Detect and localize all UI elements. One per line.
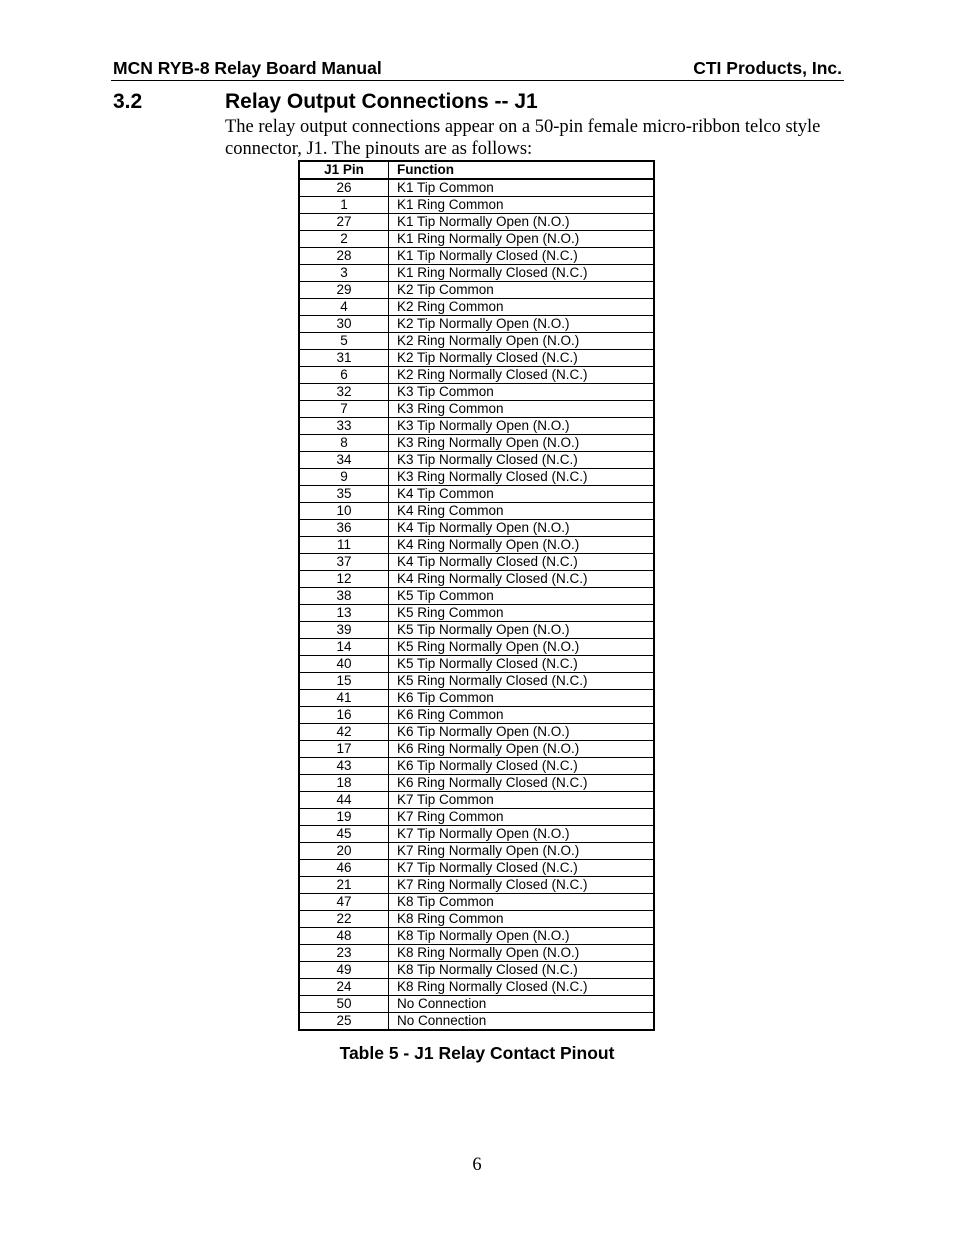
- pin-function: K5 Ring Normally Open (N.O.): [389, 639, 655, 656]
- pin-function: K2 Tip Normally Open (N.O.): [389, 316, 655, 333]
- table-row: [299, 843, 654, 860]
- pin-function: K4 Tip Common: [389, 486, 655, 503]
- pin-function: K1 Ring Normally Open (N.O.): [389, 231, 655, 248]
- pin-function: K2 Tip Common: [389, 282, 655, 299]
- pin-number: 35: [299, 486, 389, 503]
- table-row: [299, 265, 654, 282]
- pin-number: 18: [299, 775, 389, 792]
- pin-number: 12: [299, 571, 389, 588]
- pin-function: K5 Tip Normally Open (N.O.): [389, 622, 655, 639]
- pin-number: 49: [299, 962, 389, 979]
- pin-function: K3 Ring Normally Open (N.O.): [389, 435, 655, 452]
- company-name: CTI Products, Inc.: [693, 58, 842, 78]
- pin-function: K8 Ring Common: [389, 911, 655, 928]
- pin-function: No Connection: [389, 996, 655, 1013]
- pin-number: 37: [299, 554, 389, 571]
- table-row: [299, 809, 654, 826]
- pin-function: K4 Tip Normally Closed (N.C.): [389, 554, 655, 571]
- table-row: [299, 741, 654, 758]
- pin-function: K3 Ring Normally Closed (N.C.): [389, 469, 655, 486]
- pin-number: 39: [299, 622, 389, 639]
- pin-function: K1 Ring Normally Closed (N.C.): [389, 265, 655, 282]
- table-row: [299, 758, 654, 775]
- pin-function: K7 Tip Normally Closed (N.C.): [389, 860, 655, 877]
- pin-function: K5 Ring Normally Closed (N.C.): [389, 673, 655, 690]
- table-row: [299, 588, 654, 605]
- pin-function: K3 Tip Common: [389, 384, 655, 401]
- pin-number: 47: [299, 894, 389, 911]
- pin-number: 42: [299, 724, 389, 741]
- pin-number: 20: [299, 843, 389, 860]
- table-row: [299, 435, 654, 452]
- table-row: [299, 911, 654, 928]
- pin-number: 29: [299, 282, 389, 299]
- table-row: [299, 537, 654, 554]
- pin-function: K4 Ring Normally Open (N.O.): [389, 537, 655, 554]
- table-row: [299, 384, 654, 401]
- table-row: [299, 928, 654, 945]
- pin-number: 22: [299, 911, 389, 928]
- table-caption: Table 5 - J1 Relay Contact Pinout: [339, 1043, 615, 1063]
- pin-number: 31: [299, 350, 389, 367]
- section-number: 3.2: [113, 90, 143, 113]
- pin-function: K6 Ring Normally Open (N.O.): [389, 741, 655, 758]
- pin-function: K2 Ring Normally Open (N.O.): [389, 333, 655, 350]
- pin-number: 25: [299, 1013, 389, 1031]
- pin-number: 4: [299, 299, 389, 316]
- pin-function: K6 Tip Normally Closed (N.C.): [389, 758, 655, 775]
- pin-number: 32: [299, 384, 389, 401]
- pin-function: K8 Ring Normally Closed (N.C.): [389, 979, 655, 996]
- pin-number: 1: [299, 197, 389, 214]
- pin-number: 44: [299, 792, 389, 809]
- pin-number: 9: [299, 469, 389, 486]
- pin-function: K3 Tip Normally Closed (N.C.): [389, 452, 655, 469]
- header-divider: [111, 80, 844, 81]
- pin-function: K5 Ring Common: [389, 605, 655, 622]
- pin-number: 19: [299, 809, 389, 826]
- pin-function: K8 Tip Normally Open (N.O.): [389, 928, 655, 945]
- table-row: [299, 469, 654, 486]
- column-header-function: Function: [389, 161, 655, 179]
- pin-function: K7 Ring Normally Closed (N.C.): [389, 877, 655, 894]
- pin-number: 21: [299, 877, 389, 894]
- table-row: [299, 231, 654, 248]
- pin-function: K6 Ring Normally Closed (N.C.): [389, 775, 655, 792]
- table-row: [299, 894, 654, 911]
- pin-function: K3 Tip Normally Open (N.O.): [389, 418, 655, 435]
- pin-function: K1 Ring Common: [389, 197, 655, 214]
- pin-number: 16: [299, 707, 389, 724]
- pin-number: 43: [299, 758, 389, 775]
- pin-number: 3: [299, 265, 389, 282]
- table-row: [299, 520, 654, 537]
- table-row: [299, 877, 654, 894]
- pin-number: 46: [299, 860, 389, 877]
- table-row: [299, 197, 654, 214]
- table-row: [299, 860, 654, 877]
- table-row: [299, 1013, 654, 1031]
- pin-number: 50: [299, 996, 389, 1013]
- page-number: 6: [472, 1155, 482, 1175]
- pin-function: K6 Tip Normally Open (N.O.): [389, 724, 655, 741]
- pin-function: K1 Tip Normally Open (N.O.): [389, 214, 655, 231]
- pin-function: K2 Ring Common: [389, 299, 655, 316]
- table-row: [299, 775, 654, 792]
- pin-number: 23: [299, 945, 389, 962]
- pin-number: 40: [299, 656, 389, 673]
- table-row: [299, 179, 654, 197]
- pin-function: K1 Tip Common: [389, 179, 655, 197]
- pin-number: 7: [299, 401, 389, 418]
- pin-function: K7 Tip Normally Open (N.O.): [389, 826, 655, 843]
- table-row: [299, 503, 654, 520]
- table-row: [299, 452, 654, 469]
- pin-number: 13: [299, 605, 389, 622]
- pin-function: K1 Tip Normally Closed (N.C.): [389, 248, 655, 265]
- table-row: [299, 707, 654, 724]
- table-row: [299, 622, 654, 639]
- pinout-table: [298, 160, 655, 1031]
- table-row: [299, 299, 654, 316]
- pin-function: K2 Tip Normally Closed (N.C.): [389, 350, 655, 367]
- manual-title: MCN RYB-8 Relay Board Manual: [113, 58, 382, 78]
- pin-function: K8 Tip Normally Closed (N.C.): [389, 962, 655, 979]
- table-row: [299, 214, 654, 231]
- pin-function: K2 Ring Normally Closed (N.C.): [389, 367, 655, 384]
- pin-number: 36: [299, 520, 389, 537]
- pin-number: 2: [299, 231, 389, 248]
- pin-number: 41: [299, 690, 389, 707]
- table-row: [299, 571, 654, 588]
- table-row: [299, 979, 654, 996]
- table-row: [299, 554, 654, 571]
- pin-function: K6 Tip Common: [389, 690, 655, 707]
- pin-number: 27: [299, 214, 389, 231]
- pin-function: K5 Tip Common: [389, 588, 655, 605]
- pin-number: 8: [299, 435, 389, 452]
- pin-function: K8 Ring Normally Open (N.O.): [389, 945, 655, 962]
- table-row: [299, 945, 654, 962]
- table-row: [299, 792, 654, 809]
- pin-number: 10: [299, 503, 389, 520]
- pin-function: K5 Tip Normally Closed (N.C.): [389, 656, 655, 673]
- table-row: [299, 996, 654, 1013]
- table-row: [299, 248, 654, 265]
- pin-number: 34: [299, 452, 389, 469]
- pin-number: 6: [299, 367, 389, 384]
- table-row: [299, 486, 654, 503]
- pin-number: 38: [299, 588, 389, 605]
- pin-number: 48: [299, 928, 389, 945]
- pin-function: K4 Tip Normally Open (N.O.): [389, 520, 655, 537]
- pin-number: 28: [299, 248, 389, 265]
- section-title: Relay Output Connections -- J1: [225, 90, 538, 113]
- table-row: [299, 350, 654, 367]
- pin-function: K4 Ring Common: [389, 503, 655, 520]
- table-row: [299, 316, 654, 333]
- table-row: [299, 656, 654, 673]
- pin-function: No Connection: [389, 1013, 655, 1031]
- table-row: [299, 605, 654, 622]
- table-row: [299, 962, 654, 979]
- table-row: [299, 282, 654, 299]
- pin-function: K4 Ring Normally Closed (N.C.): [389, 571, 655, 588]
- table-body: [299, 179, 654, 1030]
- table-row: [299, 401, 654, 418]
- pin-number: 15: [299, 673, 389, 690]
- column-header-pin: J1 Pin: [299, 161, 389, 179]
- pin-number: 5: [299, 333, 389, 350]
- table-row: [299, 418, 654, 435]
- pin-number: 33: [299, 418, 389, 435]
- pin-function: K7 Ring Common: [389, 809, 655, 826]
- pin-number: 14: [299, 639, 389, 656]
- table-row: [299, 333, 654, 350]
- table-row: [299, 639, 654, 656]
- table-row: [299, 826, 654, 843]
- pin-function: K6 Ring Common: [389, 707, 655, 724]
- pin-number: 17: [299, 741, 389, 758]
- pin-number: 11: [299, 537, 389, 554]
- pin-function: K8 Tip Common: [389, 894, 655, 911]
- table-row: [299, 724, 654, 741]
- pin-function: K7 Tip Common: [389, 792, 655, 809]
- intro-paragraph: The relay output connections appear on a 50-pin female micro-ribbon telco style connector, J1. The pinouts are as follows:: [225, 117, 821, 159]
- pin-number: 30: [299, 316, 389, 333]
- table-row: [299, 367, 654, 384]
- pin-number: 45: [299, 826, 389, 843]
- table-row: [299, 673, 654, 690]
- pin-number: 24: [299, 979, 389, 996]
- pin-number: 26: [299, 179, 389, 197]
- pin-function: K7 Ring Normally Open (N.O.): [389, 843, 655, 860]
- pin-function: K3 Ring Common: [389, 401, 655, 418]
- table-header-row: [299, 161, 654, 179]
- table-row: [299, 690, 654, 707]
